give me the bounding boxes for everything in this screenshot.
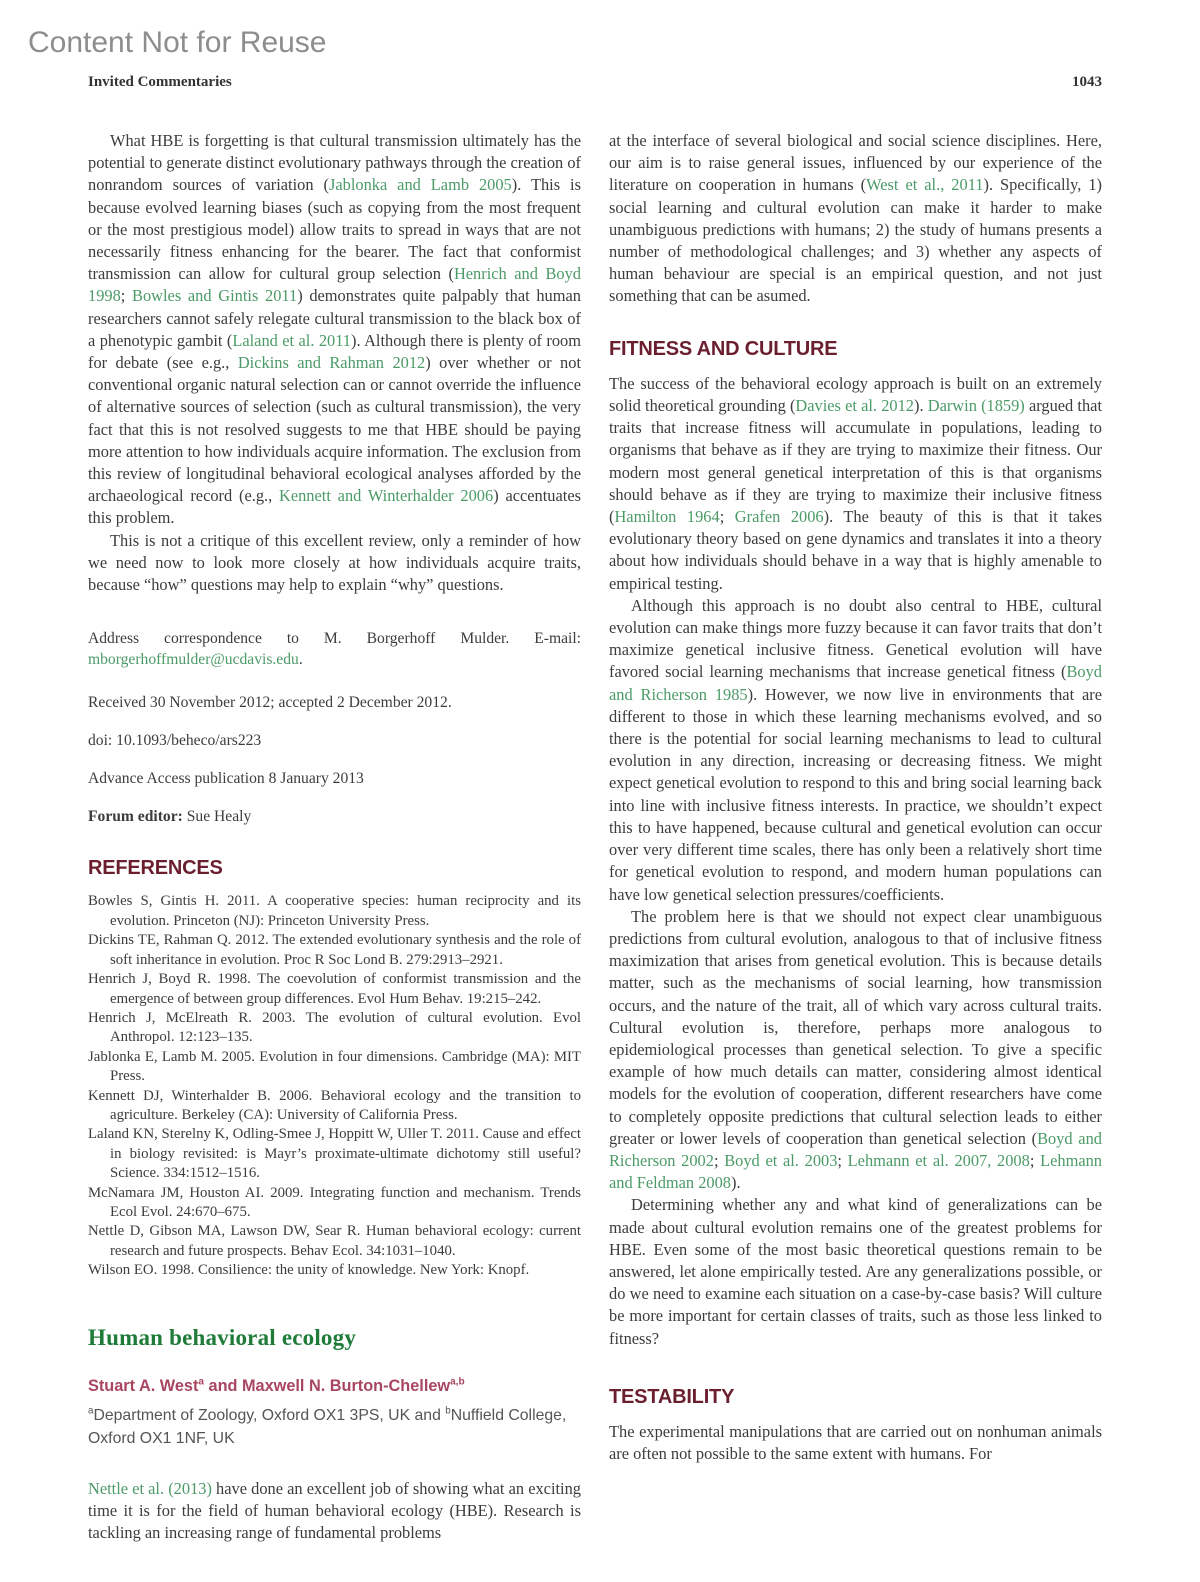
reference-item: Laland KN, Sterelny K, Odling-Smee J, Hoppitt W, Uller T. 2011. Cause and effect in biology revisited: is Mayr’s proximate-ultimate dichotomy still useful? Science. 334:1512–1516. <box>88 1126 581 1182</box>
two-column-layout <box>88 130 1102 1545</box>
citation-link[interactable]: Lehmann et al. 2007, 2008 <box>847 1150 1030 1170</box>
reference-item: Jablonka E, Lamb M. 2005. Evolution in four dimensions. Cambridge (MA): MIT Press. <box>88 1048 581 1085</box>
body-paragraph <box>609 373 1102 595</box>
citation-link[interactable]: Nettle et al. (2013) <box>88 1479 212 1498</box>
body-paragraph <box>88 130 581 530</box>
reference-item: Nettle D, Gibson MA, Lawson DW, Sear R. Human behavioral ecology: current research and future prospects. Behav Ecol. 34:1031–1040. <box>88 1223 581 1259</box>
text-segment: have done an excellent job of showing what an exciting time it is for the field of human behavioral ecology (HBE). Research is tackling an increasing range of fundamental problems <box>88 1479 581 1543</box>
text-segment: The success of the behavioral ecology approach is built on an extremely solid theoretical grounding ( <box>609 373 1102 416</box>
text-segment: ). <box>914 396 928 416</box>
reference-item: McNamara JM, Houston AI. 2009. Integrating function and mechanism. Trends Ecol Evol. 24:670–675. <box>88 1184 581 1220</box>
next-article <box>88 1324 581 1545</box>
reference-item: Wilson EO. 1998. Consilience: the unity of knowledge. New York: Knopf. <box>88 1262 530 1279</box>
superscript-marker: b <box>445 1405 451 1417</box>
text-segment: ). This is because evolved learning biases (such as copying from the most frequent or the most prestigious model) allow traits to spread in ways that are not necessarily fitness enhancing for the bearer. The fact that conformist transmission can allow for cultural group selection ( <box>88 175 581 284</box>
citation-link[interactable]: Dickins and Rahman 2012 <box>237 353 426 373</box>
citation-link[interactable]: Laland et al. 2011 <box>232 330 352 350</box>
received-accepted-line: Received 30 November 2012; accepted 2 December 2012. <box>88 694 452 712</box>
doi-line: doi: 10.1093/beheco/ars223 <box>88 732 262 750</box>
citation-link[interactable]: Lehmann and Feldman 2008 <box>609 1150 1102 1193</box>
right-column <box>609 130 1102 1545</box>
page-header <box>88 74 1102 91</box>
watermark-text: Content Not for Reuse <box>28 26 327 59</box>
text-segment: Nuffield College, Oxford OX1 1NF, UK <box>88 1407 567 1447</box>
reference-item: Henrich J, McElreath R. 2003. The evolution of cultural evolution. Evol Anthropol. 12:123–135. <box>88 1009 581 1046</box>
forum-editor-label: Forum editor: <box>88 808 187 826</box>
text-segment: The problem here is that we should not expect clear unambiguous predictions from cultural evolution, analogous to that of inclusive fitness maximization that arises from genetical evolution. This is because details matter, such as the mechanisms of social learning, how transmission occurs, and the nature of the trait, all of which vary across cultural traits. Cultural evolution is, therefore, perhaps more analogous to epidemiological processes than genetical selection. To give a specific example of how much details can matter, considering almost identical models for the evolution of cooperation, different researchers have come to completely opposite predictions that cultural selection leads to either greater or lower levels of cooperation than genetical selection ( <box>609 906 1102 1148</box>
citation-link[interactable]: Kennett and Winterhalder 2006 <box>279 486 494 506</box>
superscript-marker: a <box>88 1405 94 1417</box>
citation-link[interactable]: Bowles and Gintis 2011 <box>132 286 298 306</box>
reference-list <box>88 892 581 1280</box>
citation-link[interactable]: Boyd et al. 2003 <box>724 1150 838 1170</box>
text-segment: ). Specifically, 1) social learning and cultural evolution can make it harder to make unambiguous predictions with humans; 2) the study of humans presents a number of methodological challenges; and 3) whether any aspects of human behaviour are special is an empirical question, and not just something that can be asumed. <box>609 175 1102 306</box>
citation-link[interactable]: Grafen 2006 <box>734 507 824 527</box>
text-segment: ). The beauty of this is that it takes evolutionary theory based on gene dynamics and translates it into a theory about how individuals should behave in a way that is highly amenable to empirical testing. <box>609 507 1102 593</box>
text-segment: ). Although there is plenty of room for debate (see e.g., <box>88 330 581 373</box>
reference-item: Bowles S, Gintis H. 2011. A cooperative species: human reciprocity and its evolution. Princeton (NJ): Princeton University Press. <box>88 893 581 929</box>
body-paragraph: This is not a critique of this excellent review, only a reminder of how we need now to look more closely at how individuals acquire traits, because “how” questions may help to explain “why” questions. <box>88 530 581 595</box>
citation-link[interactable]: Jablonka and Lamb 2005 <box>328 175 512 195</box>
forum-editor-line <box>88 806 581 827</box>
text-segment: ) over whether or not conventional organic natural selection can or cannot override the influence of alternative sources of selection (such as cultural transmission), the very fact that this is not resolved suggests to me that HBE should be paying more attention to how individuals acquire information. The exclusion from this review of longitudinal behavioral ecological analyses afforded by the archaeological record (e.g., <box>88 353 581 506</box>
text-segment: ). However, we now live in environments that are different to those in which these learning mechanisms evolved, and so there is the potential for social learning mechanisms to lead to cultural evolution in any direction, increasing or decreasing fitness. We might expect genetical evolution to respond to this and bring social learning back into line with inclusive fitness interests. In practice, we shouldn’t expect this to have happened, because cultural and genetical evolution can occur over very different time scales, there has only been a relatively short time for genetical evolution to respond, and modern human populations can have low genetical selection pressures/coefficients. <box>609 684 1102 904</box>
left-column <box>88 130 581 1545</box>
affiliation-line <box>88 1404 581 1450</box>
running-head: Invited Commentaries <box>88 74 232 90</box>
forum-editor-name: Sue Healy <box>186 808 252 826</box>
text-segment: ; <box>719 507 735 527</box>
citation-link[interactable]: Henrich and Boyd 1998 <box>88 264 581 306</box>
superscript-marker: a <box>198 1376 204 1388</box>
citation-link[interactable]: Hamilton 1964 <box>614 507 720 527</box>
text-segment: ; <box>1029 1150 1041 1170</box>
fitness-and-culture-heading: FITNESS AND CULTURE <box>609 337 838 360</box>
page-number: 1043 <box>1072 74 1102 90</box>
text-segment: Although this approach is no doubt also central to HBE, cultural evolution can make things more fuzzy because it can favor traits that don’t maximize genetical inclusive fitness. Genetical evolution will have favored social learning mechanisms that increase genetical fitness ( <box>609 595 1102 682</box>
text-segment: Stuart A. West <box>88 1376 199 1395</box>
citation-link[interactable]: Boyd and Richerson 1985 <box>609 662 1102 704</box>
citation-link[interactable]: Darwin (1859) <box>927 396 1025 416</box>
text-segment: and Maxwell N. Burton-Chellew <box>204 1376 451 1395</box>
advance-access-line: Advance Access publication 8 January 2013 <box>88 770 364 788</box>
text-segment: ) accentuates this problem. <box>88 486 581 528</box>
body-paragraph: Determining whether any and what kind of generalizations can be made about cultural evolution remains one of the greatest problems for HBE. Even some of the most basic theoretical questions remain to be answered, let alone empirically tested. Are any generalizations possible, or do we need to examine each situation on a case-by-case basis? Will culture be more important for certain classes of traits, such as those less linked to fitness? <box>609 1195 1102 1348</box>
text-segment: ; <box>837 1150 848 1170</box>
citation-link[interactable]: Boyd and Richerson 2002 <box>609 1128 1102 1170</box>
correspondence-note <box>88 628 581 670</box>
reference-item: Kennett DJ, Winterhalder B. 2006. Behavioral ecology and the transition to agriculture. Berkeley (CA): University of California Press. <box>88 1087 581 1123</box>
citation-link[interactable]: Davies et al. 2012 <box>795 396 914 416</box>
superscript-marker: a,b <box>450 1376 465 1388</box>
reference-item: Henrich J, Boyd R. 1998. The coevolution of conformist transmission and the emergence of between group differences. Evol Hum Behav. 19:215–242. <box>88 971 581 1007</box>
text-segment: Department of Zoology, Oxford OX1 3PS, UK and <box>93 1407 446 1424</box>
references-heading: REFERENCES <box>88 857 223 880</box>
text-segment: Address correspondence to M. Borgerhoff Mulder. E-mail: <box>88 630 581 648</box>
author-line <box>88 1375 581 1397</box>
text-segment: argued that traits that increase fitness will accumulate in populations, leading to organisms that behave as if they are trying to maximize their fitness. Our modern most general genetical interpretation of this is that organisms should behave as if they are trying to maximize their inclusive fitness ( <box>609 396 1102 527</box>
testability-heading: TESTABILITY <box>609 1385 735 1408</box>
body-paragraph <box>609 906 1102 1195</box>
text-segment: ; <box>120 286 133 306</box>
text-segment: at the interface of several biological and social science disciplines. Here, our aim is to raise general issues, influenced by our experience of the literature on cooperation in humans ( <box>609 131 1102 195</box>
text-segment: ) demonstrates quite palpably that human researchers cannot safely relegate cultural transmission to the black box of a phenotypic gambit ( <box>88 286 581 350</box>
body-paragraph <box>609 595 1102 906</box>
text-segment: ). <box>731 1173 741 1193</box>
article-title: Human behavioral ecology <box>88 1324 357 1350</box>
text-segment: What HBE is forgetting is that cultural transmission ultimately has the potential to generate distinct evolutionary pathways through the creation of nonrandom sources of variation ( <box>88 131 581 195</box>
text-segment: . <box>298 651 303 669</box>
body-paragraph <box>88 1478 581 1545</box>
body-paragraph <box>609 130 1102 308</box>
citation-link[interactable]: mborgerhoffmulder@ucdavis.edu <box>88 651 299 669</box>
text-segment: ; <box>713 1150 725 1170</box>
citation-link[interactable]: West et al., 2011 <box>866 175 984 195</box>
reference-item: Dickins TE, Rahman Q. 2012. The extended evolutionary synthesis and the role of soft inheritance in evolution. Proc R Soc Lond B. 279:2913–2921. <box>88 932 581 968</box>
body-paragraph: The experimental manipulations that are carried out on nonhuman animals are often not possible to the same extent with humans. For <box>609 1421 1102 1464</box>
